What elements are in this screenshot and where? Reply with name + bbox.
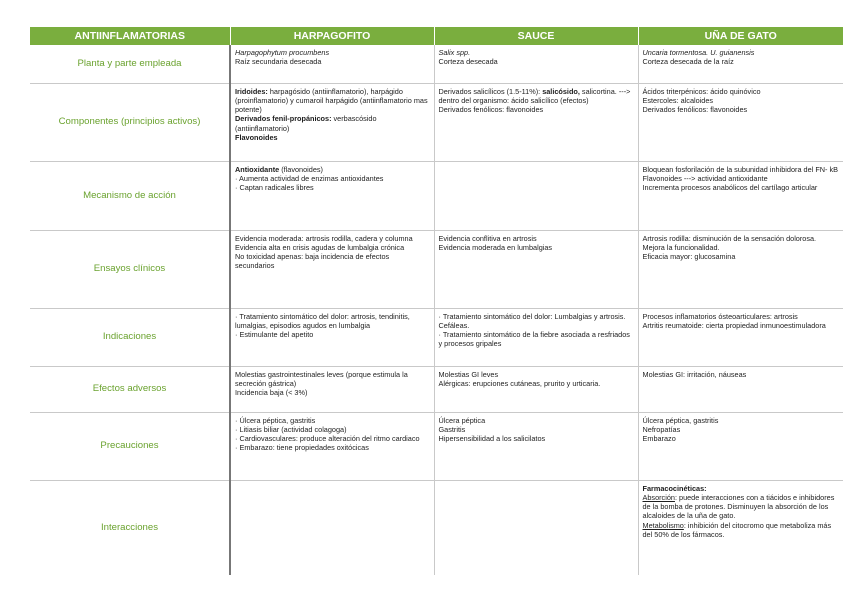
text-run: : puede interacciones con a tiácidos e inhibidores de la bomba de protones. Disminuyen la absorción de los alcaloides de la uña de gato. [642,492,835,521]
cell-line: Raíz secundaria desecada [235,57,322,67]
header-harpagofito: HARPAGOFITO [230,27,434,45]
cell-interacciones-sauce [434,480,638,575]
cell-efectos-sauce [434,366,638,412]
cell-mecanismo-sauce [434,161,638,230]
cell-ensayos-harpagofito [230,230,434,308]
cell-planta-harpagofito [230,45,434,83]
cell-line: · Estimulante del apetito [235,330,314,340]
cell-componentes-una [638,83,843,161]
bold-term: Antioxidante [235,164,280,174]
cell-line: · Cardiovasculares: produce alteración del ritmo cardiaco [235,434,420,444]
cell-ensayos-sauce [434,230,638,308]
cell-line [439,87,634,106]
cell-efectos-una [638,366,843,412]
cell-line: Uncaria tormentosa. U. guianensis [642,48,755,57]
cell-line: · Tratamiento sintomático del dolor: artrosis, tendinitis, lumalgias, episodios agudos en lumbalgia [235,311,410,330]
cell-planta-sauce [434,45,638,83]
cell-line [643,521,840,540]
cell-efectos-harpagofito [230,366,434,412]
cell-line: · Litiasis biliar (actividad colagoga) [235,424,347,434]
cell-indicaciones-una [638,308,843,366]
row-componentes [30,83,843,161]
cell-line: · Tratamiento sintomático de la fiebre asociada a resfriados y procesos gripales [438,330,630,349]
cell-line: Molestias GI leves [438,369,499,379]
cell-line: Gastritis [438,424,466,434]
cell-precauciones-una [638,412,843,480]
row-mecanismo [30,161,843,230]
header-antiinflamatorias: ANTIINFLAMATORIAS [30,27,230,45]
text-run: Derivados salicílicos (1.5-11%): [438,86,543,96]
row-label-precauciones: Precauciones [30,412,230,480]
cell-line: · Embarazo: tiene propiedades oxitócicas [235,443,369,453]
cell-line: Nefropatías [642,424,681,434]
cell-componentes-sauce [434,83,638,161]
text-run: salicortina. ---> dentro del organismo: ácido salicílico (efectos) [438,86,631,105]
header-una-de-gato: UÑA DE GATO [638,27,843,45]
row-ensayos [30,230,843,308]
cell-line: Úlcera péptica [438,415,486,425]
cell-ensayos-una [638,230,843,308]
cell-line: Eficacia mayor: glucosamina [642,252,736,262]
cell-line: Incidencia baja (< 3%) [235,388,308,398]
cell-line: Artritis reumatoide: cierta propiedad inmunoestimuladora [642,320,826,330]
row-planta [30,45,843,83]
text-run: : inhibición del citocromo que metaboliza más del 50% de los fármacos. [642,520,832,539]
cell-line: Flavonoides ---> actividad antioxidante [642,173,768,183]
row-label-indicaciones: Indicaciones [30,308,230,366]
cell-line: Artrosis rodilla: disminución de la sensación dolorosa. Mejora la funcionalidad. [642,233,817,252]
cell-line: Derivados fenólicos: flavonoides [642,105,748,115]
bold-term: Iridoides: [235,86,268,96]
row-precauciones [30,412,843,480]
cell-line: Corteza desecada de la raíz [642,57,734,67]
row-indicaciones [30,308,843,366]
cell-line: Embarazo [642,434,676,444]
row-efectos [30,366,843,412]
cell-mecanismo-harpagofito [230,161,434,230]
text-run: harpagósido (antiinflamatorio), harpágido (proinflamatorio) y cumaroil harpágido (antiinflamatorio mas potente) [235,86,428,115]
cell-line: Estercoles: alcaloides [642,95,714,105]
cell-line: · Tratamiento sintomático del dolor: Lumbalgias y artrosis. Cefáleas. [438,311,626,330]
cell-line: Alérgicas: erupciones cutáneas, prurito y urticaria. [438,378,601,388]
cell-line: Ácidos triterpénicos: ácido quinóvico [642,86,761,96]
cell-indicaciones-harpagofito [230,308,434,366]
cell-componentes-harpagofito [230,83,434,161]
cell-mecanismo-una [638,161,843,230]
cell-line: Evidencia moderada en lumbalgias [438,242,553,252]
cell-line: Úlcera péptica, gastritis [642,415,719,425]
cell-line: Molestias gastrointestinales leves (porque estimula la secreción gástrica) [235,369,408,388]
text-run: verbascósido (antiinflamatorio) [235,114,377,133]
cell-planta-una [638,45,843,83]
cell-line [235,165,430,174]
cell-line [643,493,840,521]
cell-line: Corteza desecada [438,57,498,67]
bold-term: Derivados fenil-propánicos: [235,114,332,124]
text-run: (flavonoides) [279,164,323,174]
row-label-efectos: Efectos adversos [30,366,230,412]
cell-line: Farmacocinéticas: [642,483,707,493]
cell-line: Bloquean fosforilación de la subunidad inhibidora del FN- kB [642,164,839,174]
row-label-ensayos: Ensayos clínicos [30,230,230,308]
cell-line: · Úlcera péptica, gastritis [235,415,316,425]
header-row [30,27,843,45]
cell-line: Evidencia moderada: artrosis rodilla, cadera y columna [235,233,413,243]
row-label-componentes: Componentes (principios activos) [30,83,230,161]
cell-line: Evidencia alta en crisis agudas de lumbalgia crónica [235,242,405,252]
cell-line: · Aumenta actividad de enzimas antioxidantes [235,173,384,183]
cell-line: Hipersensibilidad a los salicilatos [438,434,546,444]
header-sauce: SAUCE [434,27,638,45]
cell-line: Derivados fenólicos: flavonoides [438,105,544,115]
bold-term: salicósido, [542,86,580,96]
row-label-interacciones: Interacciones [30,480,230,575]
cell-precauciones-harpagofito [230,412,434,480]
cell-line: Harpagophytum procumbens [235,48,330,57]
cell-line: Evidencia conflitiva en artrosis [438,233,537,243]
underlined-term: Metabolismo [642,520,684,530]
cell-line [235,87,430,115]
cell-interacciones-harpagofito [230,480,434,575]
cell-line: No toxicidad apenas: baja incidencia de efectos secundarios [235,252,390,271]
cell-interacciones-una [638,480,843,575]
cell-precauciones-sauce [434,412,638,480]
row-label-mecanismo: Mecanismo de acción [30,161,230,230]
row-interacciones [30,480,843,575]
cell-line: Molestias GI: irritación, náuseas [642,369,747,379]
cell-indicaciones-sauce [434,308,638,366]
comparison-table [30,27,843,575]
cell-line [235,114,430,133]
cell-line: · Captan radicales libres [235,183,314,193]
row-label-planta: Planta y parte empleada [30,45,230,83]
cell-line: Flavonoides [235,132,278,142]
underlined-term: Absorción [642,492,675,502]
cell-line: Procesos inflamatorios ósteoarticulares: artrosis [642,311,798,321]
cell-line: Incrementa procesos anabólicos del cartílago articular [642,183,818,193]
cell-line: Salix spp. [438,48,471,57]
